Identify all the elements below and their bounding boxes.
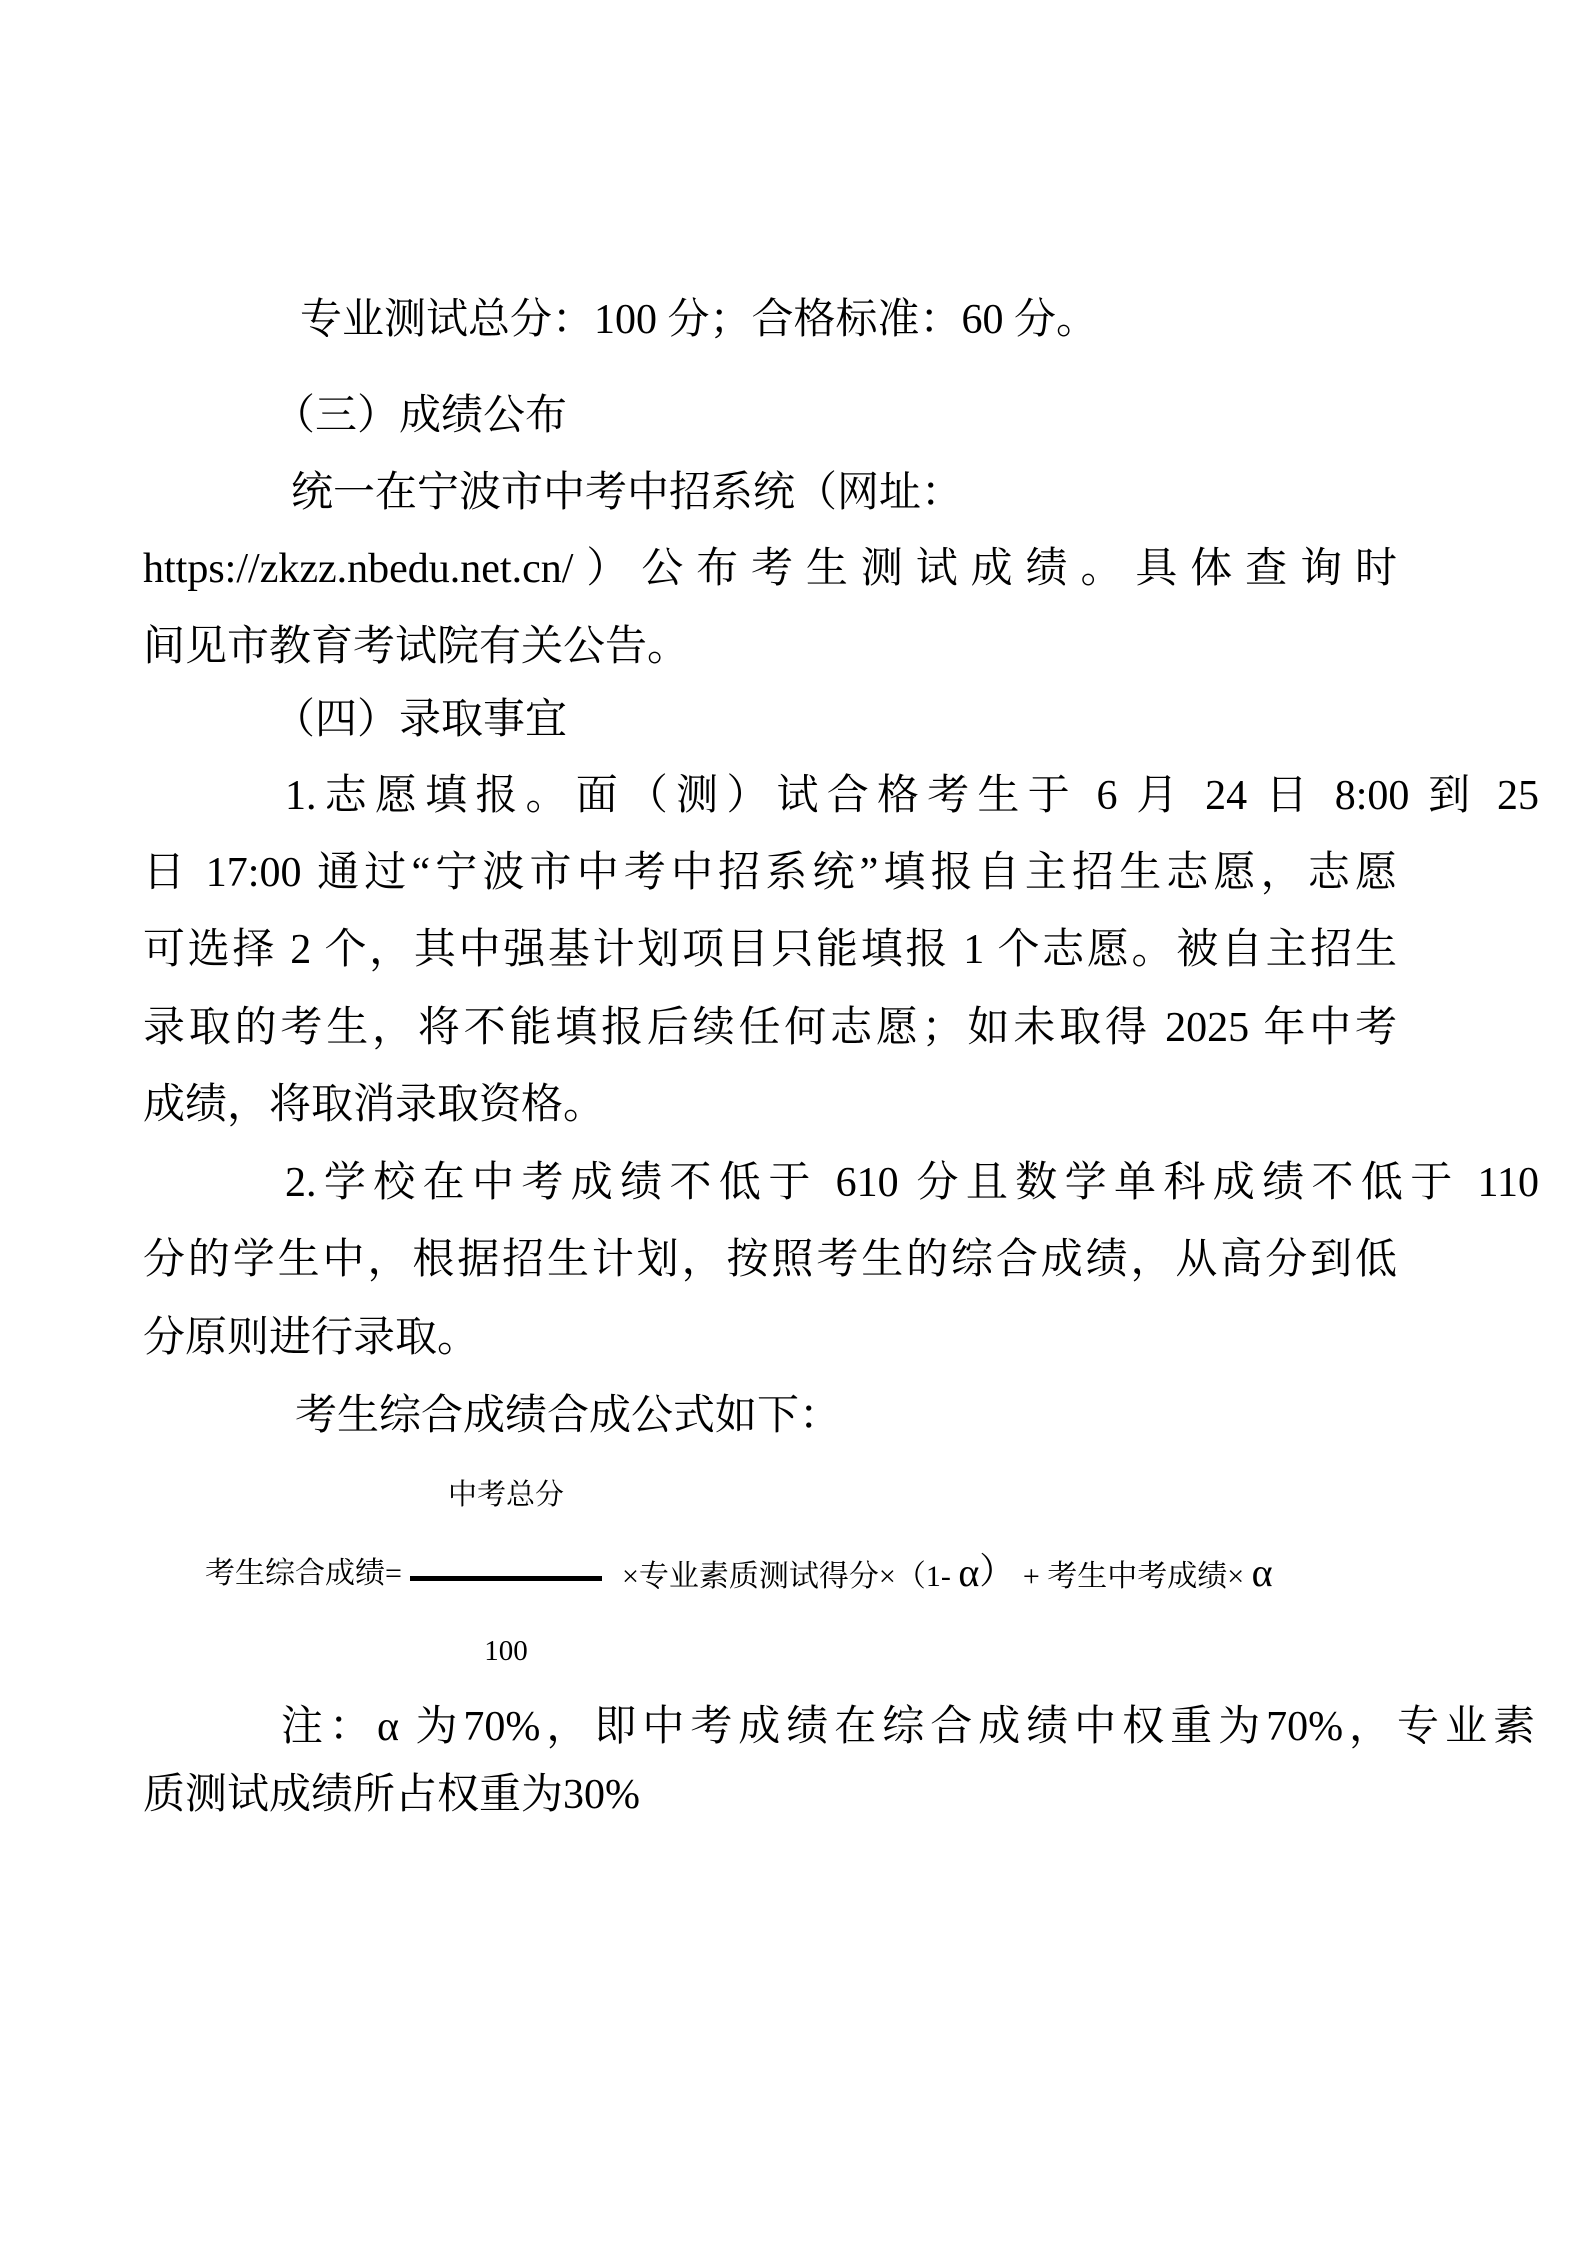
text-line: 录取的考生，将不能填报后续任何志愿；如未取得 2025 年中考 — [143, 1005, 1397, 1051]
fraction-bar — [410, 1576, 602, 1581]
section-heading: （三）成绩公布 — [273, 393, 568, 439]
text-line-url: https://zkzz.nbedu.net.cn/）公布考生测试成绩。具体查询时 — [143, 546, 1397, 592]
text-line: 1.志愿填报。面（测）试合格考生于 6 月 24 日 8:00 到 25 — [285, 773, 1539, 819]
text-line: 2.学校在中考成绩不低于 610 分且数学单科成绩不低于 110 — [285, 1160, 1539, 1206]
text-line: 间见市教育考试院有关公告。 — [143, 624, 690, 670]
alpha-symbol: α — [958, 1550, 980, 1595]
text-line: 日 17:00 通过“宁波市中考中招系统”填报自主招生志愿，志愿 — [143, 850, 1397, 896]
formula-numerator: 中考总分 — [447, 1479, 564, 1511]
formula-denominator: 100 — [484, 1635, 528, 1667]
text-line: 分的学生中，根据招生计划，按照考生的综合成绩，从高分到低 — [143, 1237, 1397, 1283]
note-line: 注：α 为70%，即中考成绩在综合成绩中权重为70%，专业素 — [281, 1704, 1535, 1750]
plus-sign: + — [1015, 1560, 1048, 1593]
alpha-symbol: α — [1251, 1550, 1273, 1595]
formula-term2: 考生中考成绩× — [1047, 1560, 1252, 1593]
note-line: 质测试成绩所占权重为30% — [143, 1772, 640, 1818]
text-line: 分原则进行录取。 — [143, 1315, 480, 1361]
section-heading: （四）录取事宜 — [273, 697, 568, 743]
formula-expression — [622, 1545, 1273, 1603]
text-line: 统一在宁波市中考中招系统（网址： — [291, 470, 964, 516]
text-line: 可选择 2 个，其中强基计划项目只能填报 1 个志愿。被自主招生 — [143, 927, 1397, 973]
close-paren: ） — [979, 1551, 1016, 1591]
text-line: 考生综合成绩合成公式如下： — [295, 1393, 842, 1439]
text-line: 专业测试总分：100 分；合格标准：60 分。 — [300, 297, 1099, 343]
formula-expression-prefix: ×专业素质测试得分×（1- — [622, 1560, 959, 1593]
text-line: 成绩，将取消录取资格。 — [143, 1082, 606, 1128]
formula-label: 考生综合成绩= — [205, 1557, 402, 1590]
